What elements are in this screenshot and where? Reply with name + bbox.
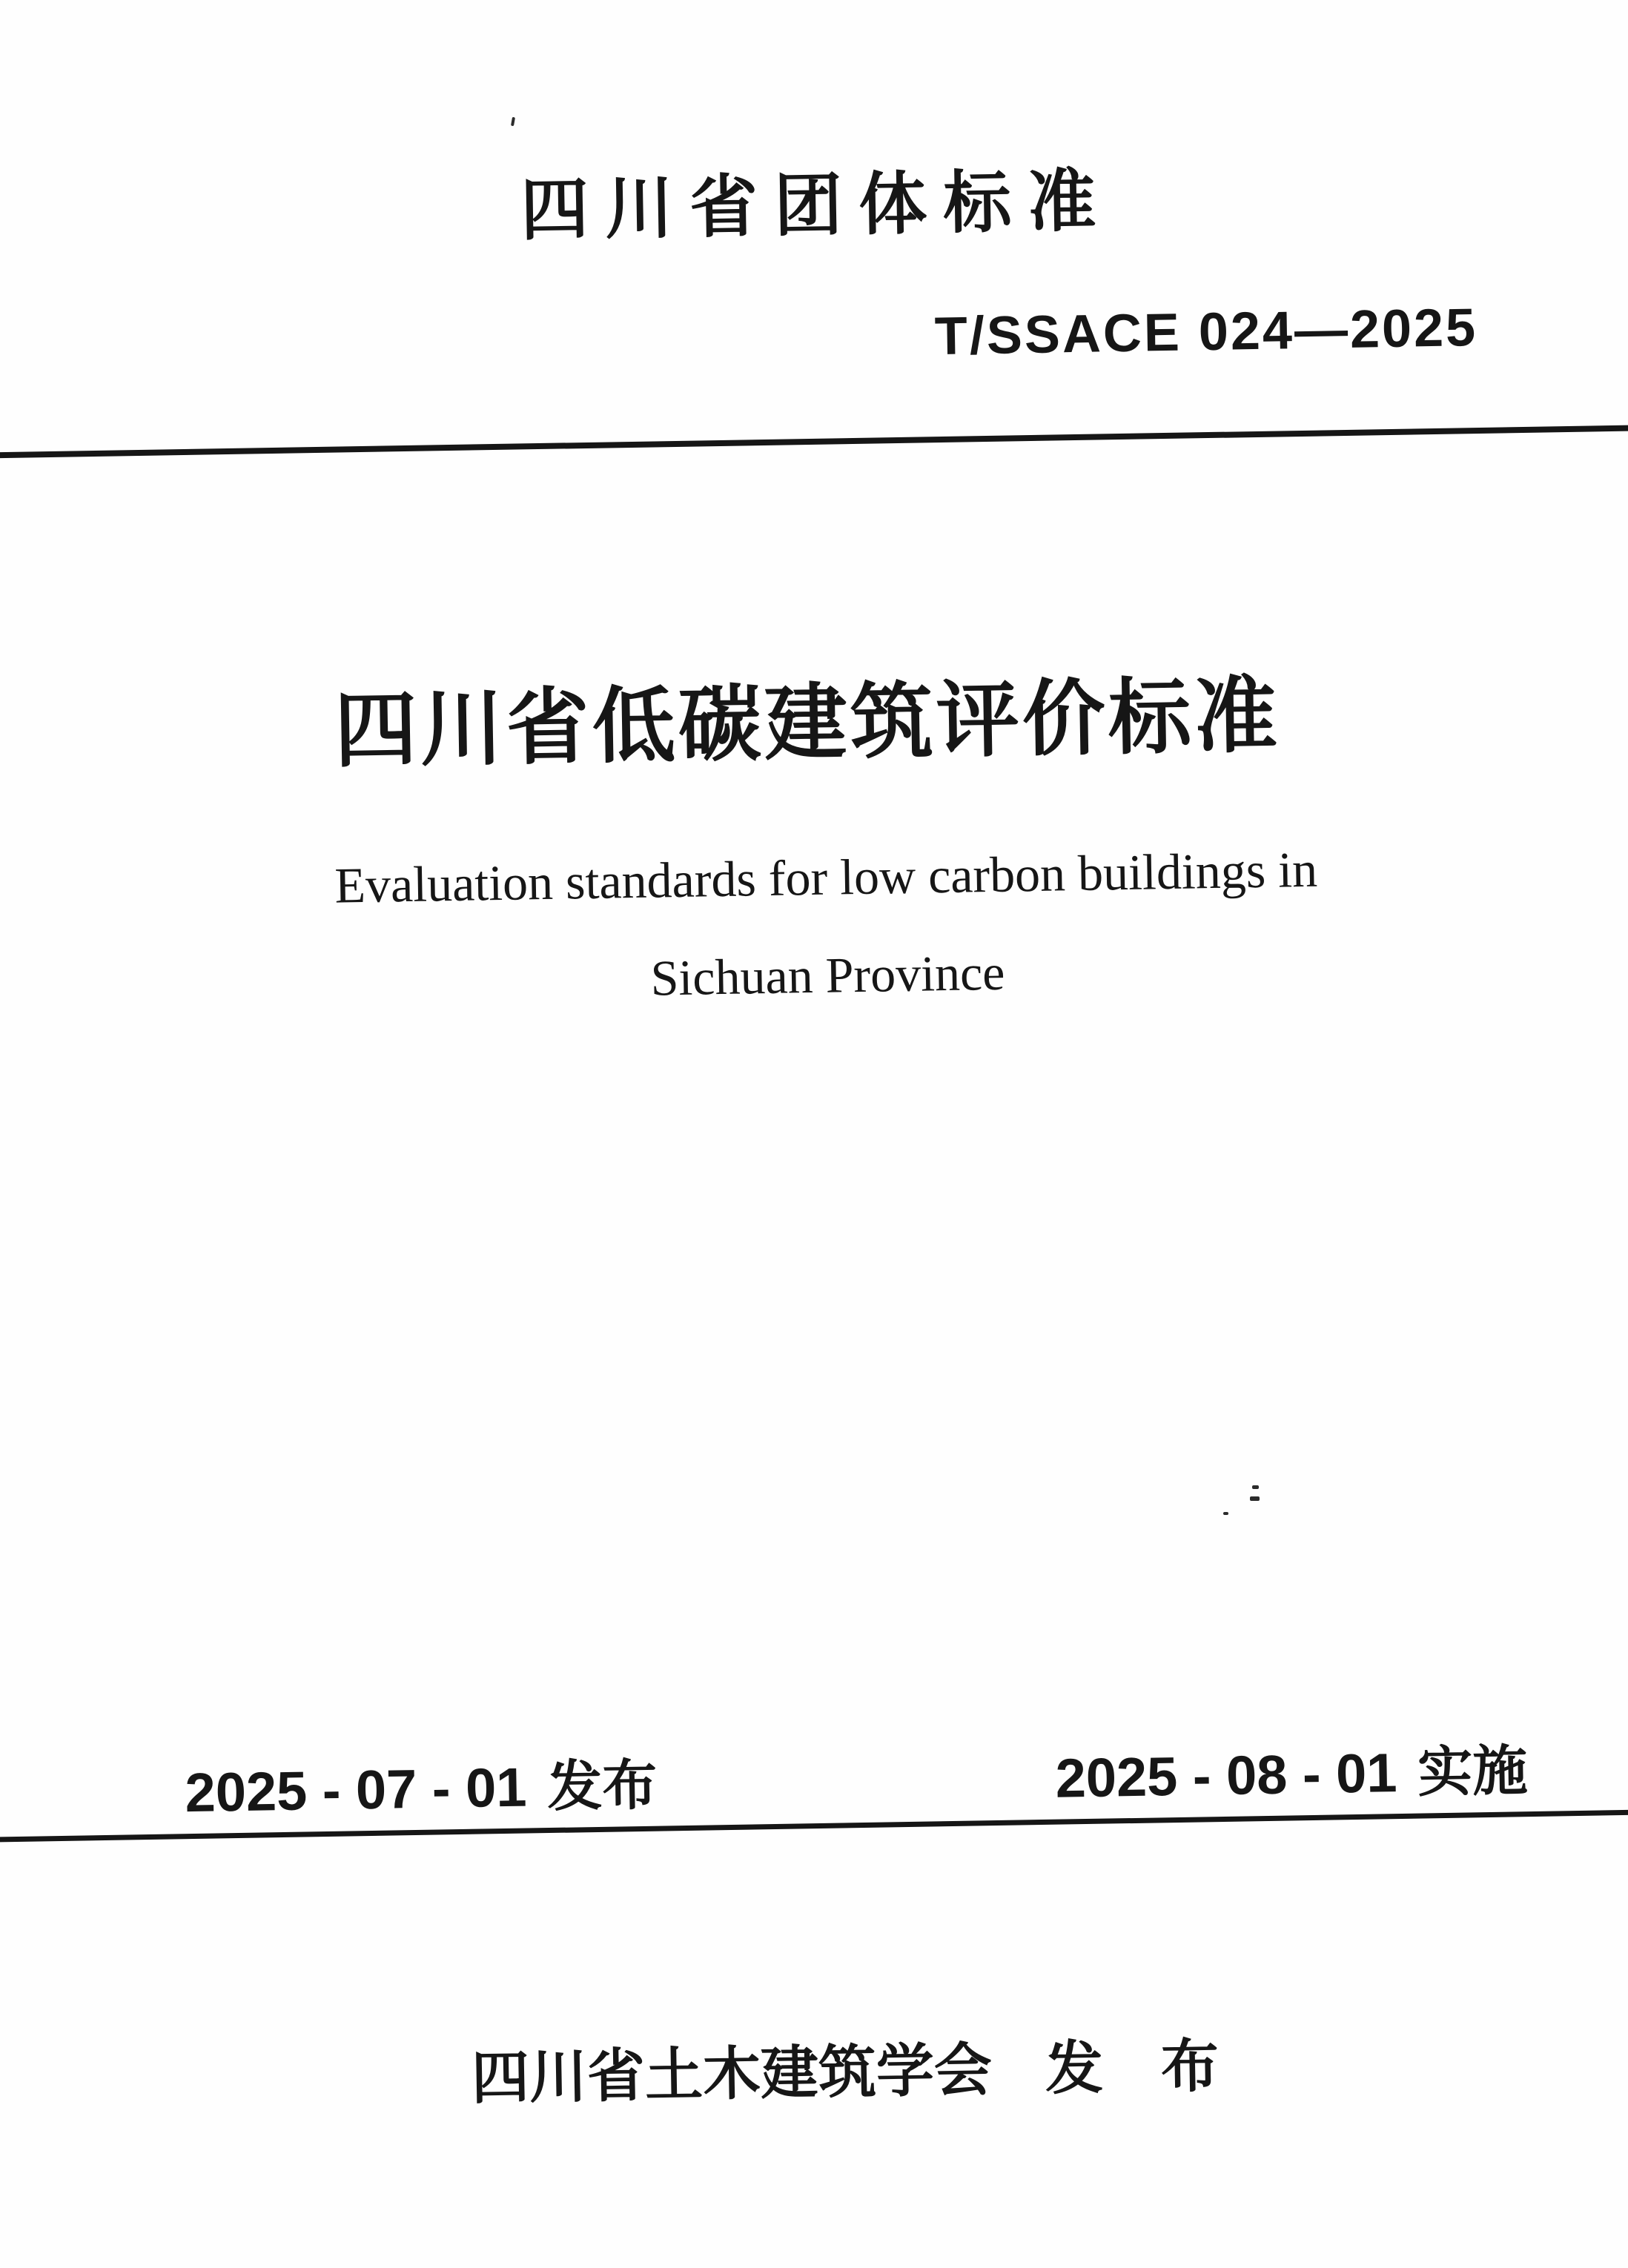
issue-date-line xyxy=(185,1742,658,1828)
implementation-date: 2025 - 08 - 01 xyxy=(1055,1742,1398,1809)
implementation-date-label: 实施 xyxy=(1417,1740,1529,1803)
document-title-en-line2: Sichuan Province xyxy=(649,944,1005,1007)
scan-speck xyxy=(1252,1485,1259,1489)
publisher-line xyxy=(46,2013,1628,2123)
publisher-name: 四川省土木建筑学会 xyxy=(471,2037,993,2111)
document-title-en xyxy=(27,815,1626,1038)
scan-speck xyxy=(1250,1496,1260,1501)
standard-type-heading: 四川省团体标准 xyxy=(520,163,1114,249)
publisher-action: 发 布 xyxy=(1045,2033,1220,2101)
scan-speck xyxy=(1223,1512,1228,1515)
document-title-zh: 四川省低碳建筑评价标准 xyxy=(333,670,1281,778)
issue-date: 2025 - 07 - 01 xyxy=(184,1756,528,1824)
document-title-en-line1: Evaluation standards for low carbon buildings in xyxy=(334,840,1318,914)
standard-code: T/SSACE 024—2025 xyxy=(934,298,1478,367)
issue-date-label: 发布 xyxy=(546,1754,658,1818)
top-rule xyxy=(0,425,1628,459)
implementation-date-line xyxy=(1055,1727,1528,1814)
